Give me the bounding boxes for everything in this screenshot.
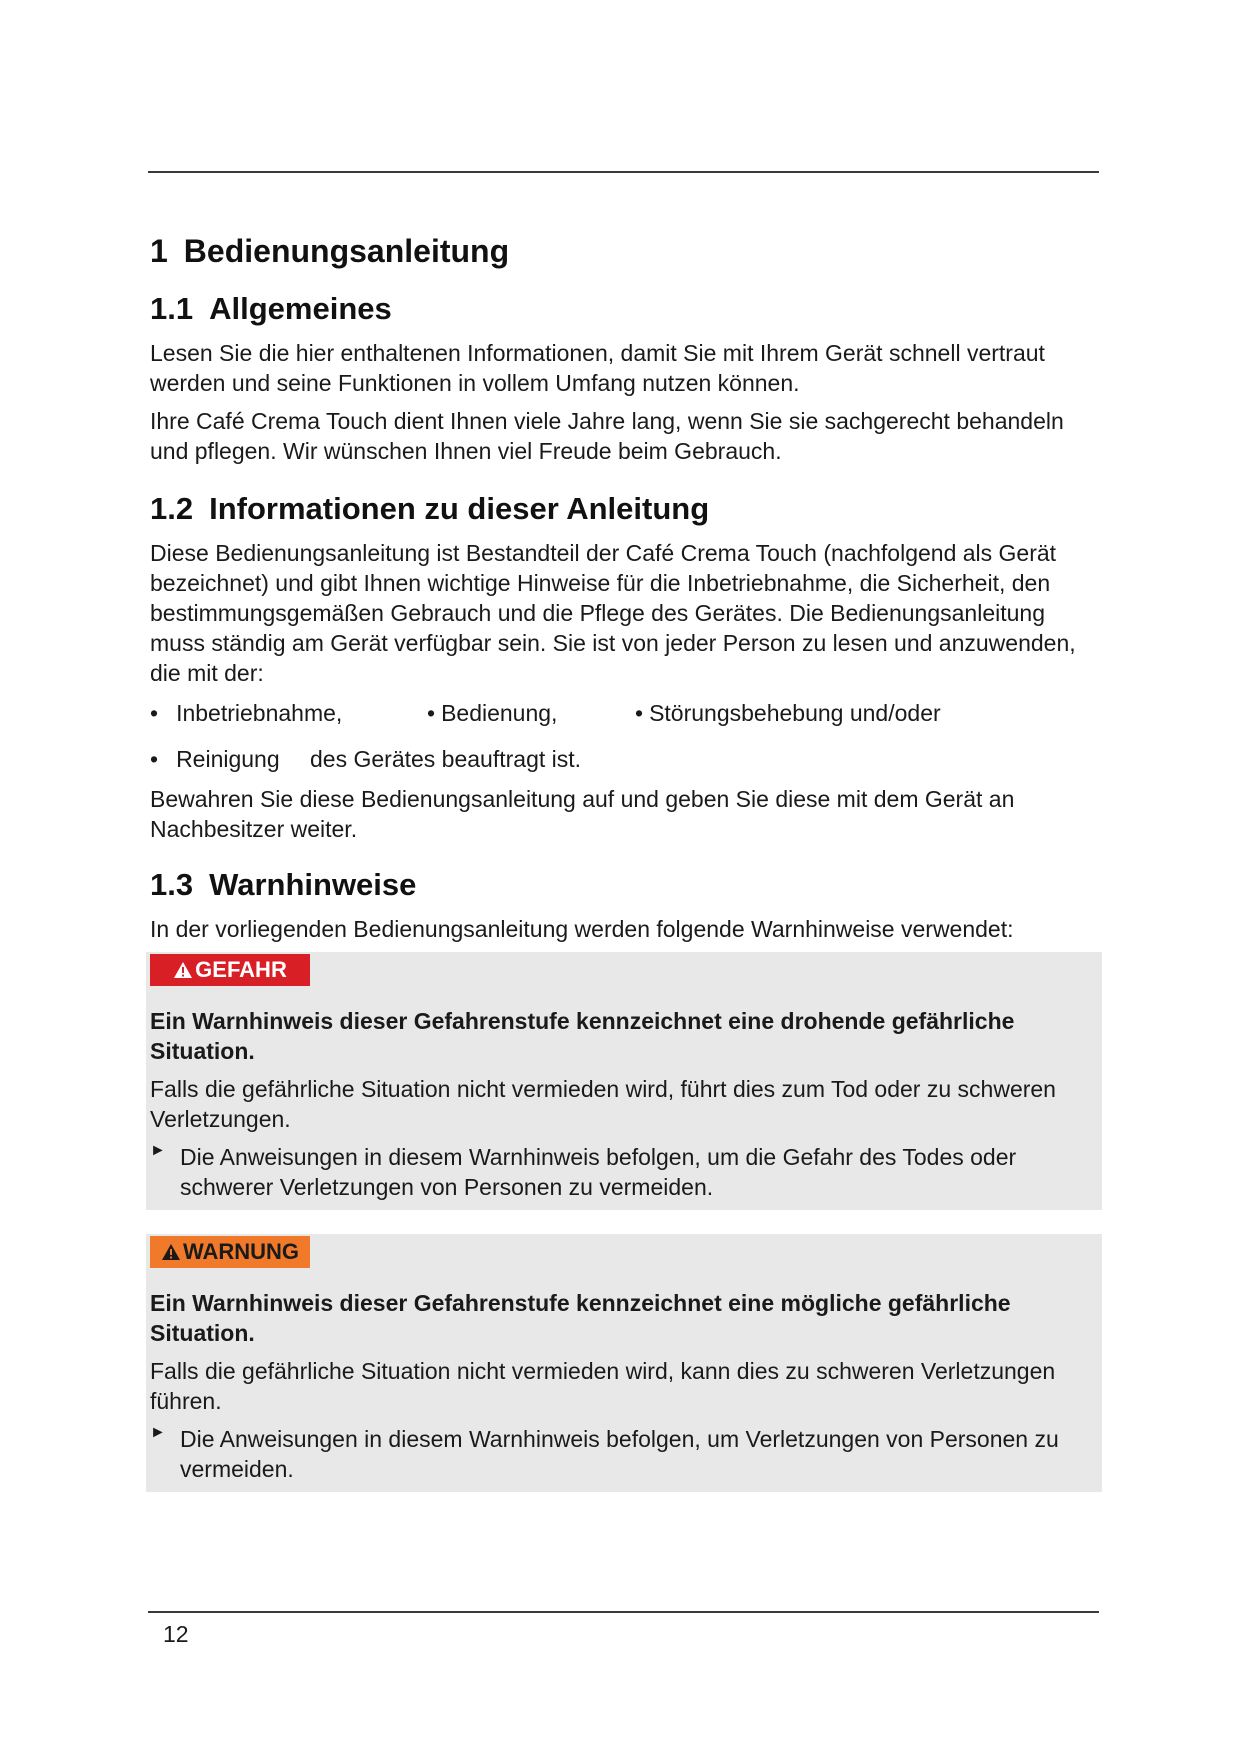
warning-badge: WARNUNG xyxy=(150,1236,310,1268)
paragraph: Ihre Café Crema Touch dient Ihnen viele Jahre lang, wenn Sie sie sachgerecht behandeln und pflegen. Wir wünschen Ihnen viel Freude beim Gebrauch. xyxy=(150,408,1064,464)
bullet-icon: • xyxy=(150,746,159,772)
bullet-tail: des Gerätes beauftragt ist. xyxy=(310,746,582,772)
section-allgemeines xyxy=(150,290,1100,466)
bullet-icon: • xyxy=(150,700,159,726)
section-heading xyxy=(150,290,1100,328)
section-heading xyxy=(150,490,1100,528)
paragraph: In der vorliegenden Bedienungsanleitung werden folgende Warnhinweise verwendet: xyxy=(150,916,1014,942)
warning-notice xyxy=(146,1234,1102,1492)
warning-triangle-icon xyxy=(173,961,193,979)
notice-lead: Ein Warnhinweis dieser Gefahrenstufe kennzeichnet eine drohende gefährliche Situation. xyxy=(150,1008,1015,1064)
list-item: • Reinigung xyxy=(150,746,280,772)
chapter-title: Bedienungsanleitung xyxy=(183,233,510,269)
notice-action: ► Die Anweisungen in diesem Warnhinweis befolgen, um die Gefahr des Todes oder schwerer Verletzungen von Personen zu vermeiden. xyxy=(150,1142,1017,1200)
section-informationen xyxy=(150,490,1100,844)
page-content xyxy=(150,232,1100,1516)
bullet-list xyxy=(150,744,1100,774)
warning-triangle-icon xyxy=(161,1243,181,1261)
section-title: Allgemeines xyxy=(209,291,392,326)
paragraph: Lesen Sie die hier enthaltenen Informationen, damit Sie mit Ihrem Gerät schnell vertraut werden und seine Funktionen in vollem Umfang nutzen können. xyxy=(150,340,1045,396)
section-title: Warnhinweise xyxy=(209,867,417,902)
list-item: • Inbetriebnahme, xyxy=(150,700,343,726)
danger-notice xyxy=(146,952,1102,1210)
paragraph: Diese Bedienungsanleitung ist Bestandteil der Café Crema Touch (nachfolgend als Gerät bezeichnet) und gibt Ihnen wichtige Hinweise für die Inbetriebnahme, die Sicherheit, den bestimmungsgemäßen Gebrauch und die Pflege des Gerätes. Die Bedienungsanleitung muss ständig am Gerät verfügbar sein. Sie ist von jeder Person zu lesen und anzuwenden, die mit der: xyxy=(150,540,1076,686)
chapter-heading xyxy=(150,232,1100,270)
section-number: 1.3 xyxy=(150,867,194,902)
bullet-icon: • xyxy=(635,700,644,726)
bullet-icon: • xyxy=(427,700,436,726)
section-title: Informationen zu dieser Anleitung xyxy=(209,491,710,526)
arrow-right-icon: ► xyxy=(150,1142,166,1159)
chapter-number: 1 xyxy=(150,233,168,269)
notice-text: Falls die gefährliche Situation nicht vermieden wird, kann dies zu schweren Verletzungen führen. xyxy=(150,1358,1056,1414)
notice-lead: Ein Warnhinweis dieser Gefahrenstufe kennzeichnet eine mögliche gefährliche Situation. xyxy=(150,1290,1011,1346)
footer-rule xyxy=(148,1611,1099,1613)
notice-text: Falls die gefährliche Situation nicht vermieden wird, führt dies zum Tod oder zu schweren Verletzungen. xyxy=(150,1076,1056,1132)
page-number: 12 xyxy=(163,1621,189,1647)
section-number: 1.2 xyxy=(150,491,194,526)
list-item: • Störungsbehebung und/oder xyxy=(635,700,941,726)
notice-action: ► Die Anweisungen in diesem Warnhinweis befolgen, um Verletzungen von Personen zu vermeiden. xyxy=(150,1424,1059,1482)
arrow-right-icon: ► xyxy=(150,1424,166,1441)
section-warnhinweise xyxy=(150,866,1100,1492)
section-number: 1.1 xyxy=(150,291,194,326)
list-item: • Bedienung, xyxy=(427,700,558,726)
header-rule xyxy=(148,171,1099,173)
bullet-list xyxy=(150,698,1100,728)
section-heading xyxy=(150,866,1100,904)
danger-badge: GEFAHR xyxy=(150,954,310,986)
paragraph: Bewahren Sie diese Bedienungsanleitung auf und geben Sie diese mit dem Gerät an Nachbesitzer weiter. xyxy=(150,786,1015,842)
